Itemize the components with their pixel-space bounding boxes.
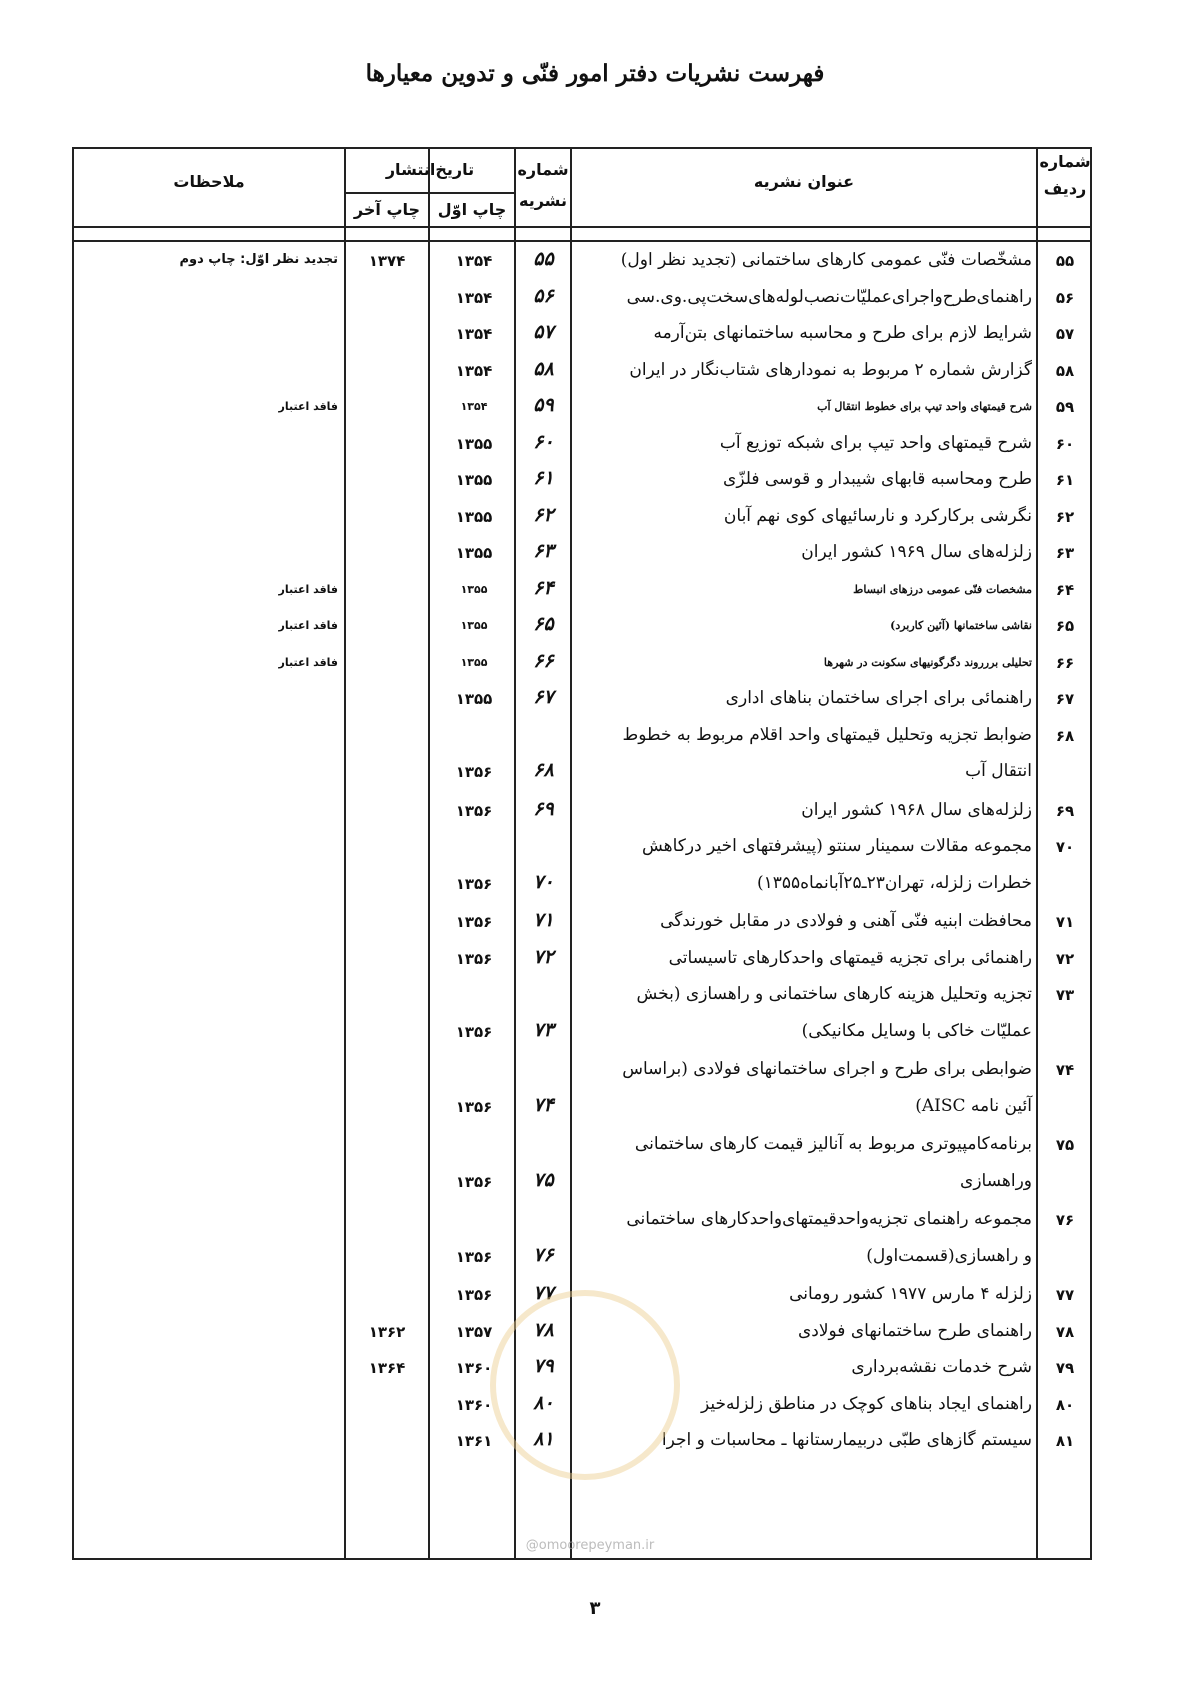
publication-title: راهنمای ایجاد بناهای کوچک در مناطق زلزله‌خیز <box>700 1393 1032 1414</box>
row-number: ۵۵ <box>1055 252 1075 270</box>
first-print-year: ۱۳۵۴ <box>455 361 493 380</box>
publication-number: ۶۴ <box>533 576 554 599</box>
first-print-year: ۱۳۵۵ <box>455 544 493 562</box>
row-number: ۶۶ <box>1055 653 1075 672</box>
publication-title: شرح قیمتهای واحد تیپ برای شبکه توزیع آب <box>719 432 1032 453</box>
watermark-seal <box>490 1290 680 1480</box>
row-number: ۷۳ <box>1055 986 1075 1004</box>
publication-title: وراهسازی <box>960 1170 1032 1191</box>
first-print-year: ۱۳۵۵ <box>460 582 488 596</box>
header-remarks: ملاحظات <box>173 172 245 191</box>
row-number: ۷۸ <box>1055 1322 1075 1341</box>
last-print-year: ۱۳۷۴ <box>368 252 406 270</box>
remarks-note: تجدید نظر اوّل: چاپ دوم <box>179 252 338 267</box>
publication-title: طرح ومحاسبه قابهای شیبدار و قوسی فلزّی <box>723 469 1032 489</box>
publication-title: محافظت ابنیه فنّی آهنی و فولادی در مقابل خورندگی <box>660 911 1032 931</box>
row-number: ۶۳ <box>1055 544 1075 562</box>
first-print-year: ۱۳۵۶ <box>455 949 493 968</box>
publication-title: تحلیلی بررروند دگرگونیهای سکونت در شهرها <box>823 655 1032 669</box>
publication-title: شرایط لازم برای طرح و محاسبه ساختمانهای بتن‌آرمه <box>653 323 1032 343</box>
first-print-year: ۱۳۵۶ <box>455 1247 493 1266</box>
publication-number: ۸۰ <box>533 1391 554 1414</box>
row-number: ۵۷ <box>1055 325 1075 343</box>
publication-title: شرح قیمتهای واحد تیپ برای خطوط انتقال آب <box>817 400 1032 413</box>
publication-number: ۷۲ <box>533 945 554 968</box>
publication-title: ضوابطی برای طرح و اجرای ساختمانهای فولادی (براساس <box>622 1059 1032 1079</box>
publication-number: ۵۸ <box>533 357 554 380</box>
publication-number: ۷۷ <box>533 1282 554 1304</box>
row-number: ۷۲ <box>1055 949 1075 968</box>
publication-number: ۵۶ <box>533 284 554 307</box>
first-print-year: ۱۳۵۵ <box>455 471 493 489</box>
publication-number: ۶۹ <box>533 797 554 820</box>
publication-title: آئین نامه AISC) <box>915 1095 1032 1116</box>
header-first-print: چاپ اوّل <box>437 200 507 219</box>
first-print-year: ۱۳۵۵ <box>460 655 488 669</box>
publication-number: ۷۵ <box>533 1168 554 1191</box>
row-number: ۷۴ <box>1055 1061 1075 1079</box>
publication-title: ضوابط تجزیه وتحلیل قیمتهای واحد اقلام مربوط به خطوط <box>622 724 1032 745</box>
row-number: ۷۰ <box>1055 838 1075 856</box>
header-title: عنوان نشریه <box>753 172 855 191</box>
date-subheader-line <box>344 192 516 194</box>
publication-title: خطرات زلزله، تهران۲۳ـ۲۵آبانماه۱۳۵۵) <box>756 872 1032 893</box>
col-divider-last <box>344 147 346 1560</box>
publication-number: ۸۱ <box>533 1428 554 1450</box>
first-print-year: ۱۳۵۶ <box>455 763 493 781</box>
publication-number: ۶۵ <box>533 613 554 635</box>
last-print-year: ۱۳۶۲ <box>368 1322 406 1341</box>
first-print-year: ۱۳۵۶ <box>455 913 493 931</box>
publication-number: ۷۰ <box>533 870 554 893</box>
publication-number: ۶۳ <box>533 540 554 562</box>
row-number: ۷۱ <box>1055 913 1075 931</box>
publication-number: ۶۸ <box>533 759 554 781</box>
publication-title: زلزله‌های سال ۱۹۶۹ کشور ایران <box>801 542 1032 562</box>
row-number: ۸۰ <box>1055 1395 1075 1414</box>
remarks-note: فاقد اعتبار <box>278 655 338 669</box>
row-number: ۶۴ <box>1055 580 1075 599</box>
row-number: ۷۷ <box>1055 1286 1075 1304</box>
publication-number: ۷۸ <box>533 1318 554 1341</box>
publication-number: ۷۴ <box>533 1093 554 1116</box>
header-last-print: چاپ آخر <box>353 200 421 219</box>
first-print-year: ۱۳۵۶ <box>455 874 493 893</box>
first-print-year: ۱۳۵۵ <box>455 434 493 453</box>
publication-title: سیستم گازهای طبّی دربیمارستانها ـ محاسبات و اجرا <box>661 1430 1032 1450</box>
publication-number: ۶۱ <box>533 467 554 489</box>
publication-title: تجزیه وتحلیل هزینه کارهای ساختمانی و راهسازی (بخش <box>636 984 1032 1004</box>
page-number: ۳ <box>589 1598 601 1619</box>
publication-title: انتقال آب <box>965 761 1032 781</box>
publication-number: ۷۹ <box>533 1355 554 1377</box>
first-print-year: ۱۳۵۶ <box>455 1286 493 1304</box>
publication-title: راهنمائی برای تجزیه قیمتهای واحدکارهای تاسیساتی <box>668 947 1032 968</box>
row-number: ۷۶ <box>1055 1211 1075 1229</box>
first-print-year: ۱۳۵۶ <box>455 801 493 820</box>
page-title: فهرست نشریات دفتر امور فنّی و تدوین معیارها <box>365 60 825 87</box>
publication-number: ۶۰ <box>533 430 554 453</box>
row-number: ۸۱ <box>1055 1432 1075 1450</box>
publication-number: ۵۹ <box>533 394 554 416</box>
first-print-year: ۱۳۵۴ <box>455 325 493 343</box>
publication-number: ۵۵ <box>533 248 554 270</box>
publication-number: ۶۲ <box>533 503 554 526</box>
first-print-year: ۱۳۵۵ <box>455 690 493 708</box>
row-number: ۶۰ <box>1055 434 1075 453</box>
publication-title: مشخصات فنّی عمومی درزهای انبساط <box>853 582 1032 596</box>
first-print-year: ۱۳۶۰ <box>455 1395 493 1414</box>
header-row-no: شماره ردیف <box>1039 152 1091 199</box>
first-print-year: ۱۳۶۱ <box>455 1432 493 1450</box>
publication-number: ۵۷ <box>533 321 554 343</box>
first-print-year: ۱۳۵۶ <box>455 1097 493 1116</box>
publication-title: عملیّات خاکی با وسایل مکانیکی) <box>801 1020 1032 1041</box>
first-print-year: ۱۳۵۶ <box>455 1022 493 1041</box>
publication-title: گزارش شماره ۲ مربوط به نمودارهای شتاب‌نگار در ایران <box>629 359 1032 380</box>
remarks-note: فاقد اعتبار <box>278 400 338 413</box>
publication-number: ۶۶ <box>533 649 554 672</box>
remarks-note: فاقد اعتبار <box>278 582 338 596</box>
first-print-year: ۱۳۵۴ <box>455 288 493 307</box>
publication-title: و راهسازی(قسمت‌اول) <box>866 1245 1032 1266</box>
first-print-year: ۱۳۶۰ <box>455 1359 493 1377</box>
publication-number: ۷۶ <box>533 1243 554 1266</box>
row-number: ۷۵ <box>1055 1136 1075 1154</box>
publication-number: ۷۳ <box>533 1018 554 1041</box>
first-print-year: ۱۳۵۵ <box>460 619 488 632</box>
col-divider-first <box>428 147 430 1560</box>
publication-title: نگرشی برکارکرد و نارسائیهای کوی نهم آبان <box>723 505 1032 526</box>
row-number: ۷۹ <box>1055 1359 1075 1377</box>
first-print-year: ۱۳۵۴ <box>455 252 493 270</box>
publication-number: ۷۱ <box>533 909 554 931</box>
row-number: ۵۸ <box>1055 361 1075 380</box>
publication-title: زلزله ۴ مارس ۱۹۷۷ کشور رومانی <box>789 1284 1032 1304</box>
publication-title: برنامه‌کامپیوتری مربوط به آنالیز قیمت کارهای ساختمانی <box>634 1134 1032 1154</box>
first-print-year: ۱۳۵۴ <box>460 400 488 413</box>
last-print-year: ۱۳۶۴ <box>368 1359 406 1377</box>
first-print-year: ۱۳۵۷ <box>455 1322 493 1341</box>
first-print-year: ۱۳۵۶ <box>455 1172 493 1191</box>
publication-title: مجموعه مقالات سمینار سنتو (پیشرفتهای اخیر درکاهش <box>641 836 1032 856</box>
row-number: ۵۹ <box>1055 398 1075 416</box>
publication-title: نقاشی ساختمانها (آئین کاربرد) <box>890 619 1032 632</box>
publication-title: مشخّصات فنّی عمومی کارهای ساختمانی (تجدید نظر اول) <box>620 250 1032 270</box>
first-print-year: ۱۳۵۵ <box>455 507 493 526</box>
row-number: ۵۶ <box>1055 288 1075 307</box>
watermark-text: @omoorepeyman.ir <box>525 1538 655 1553</box>
header-pub-no: شماره نشریه <box>517 160 569 211</box>
row-number: ۶۹ <box>1055 801 1075 820</box>
publication-title: راهنمای‌طرح‌واجرای‌عملیّات‌نصب‌لوله‌های‌سخت‌پی.وی.سی <box>626 286 1032 307</box>
row-number: ۶۱ <box>1055 471 1075 489</box>
header-bottom-line <box>72 226 1092 228</box>
row-number: ۶۸ <box>1055 726 1075 745</box>
publication-title: زلزله‌های سال ۱۹۶۸ کشور ایران <box>801 799 1032 820</box>
row-number: ۶۵ <box>1055 617 1075 635</box>
row-number: ۶۷ <box>1055 690 1075 708</box>
remarks-note: فاقد اعتبار <box>278 619 338 632</box>
publication-title: شرح خدمات نقشه‌برداری <box>851 1357 1032 1377</box>
header-pub-date: تاریخ‌انتشار <box>385 160 475 179</box>
header-bottom-line-2 <box>72 240 1092 242</box>
publication-title: مجموعه راهنمای تجزیه‌واحدقیمتهای‌واحدکارهای ساختمانی <box>626 1209 1032 1229</box>
publication-title: راهنمائی برای اجرای ساختمان بناهای اداری <box>725 688 1032 708</box>
row-number: ۶۲ <box>1055 507 1075 526</box>
publication-number: ۶۷ <box>533 686 554 708</box>
publication-title: راهنمای طرح ساختمانهای فولادی <box>797 1320 1032 1341</box>
